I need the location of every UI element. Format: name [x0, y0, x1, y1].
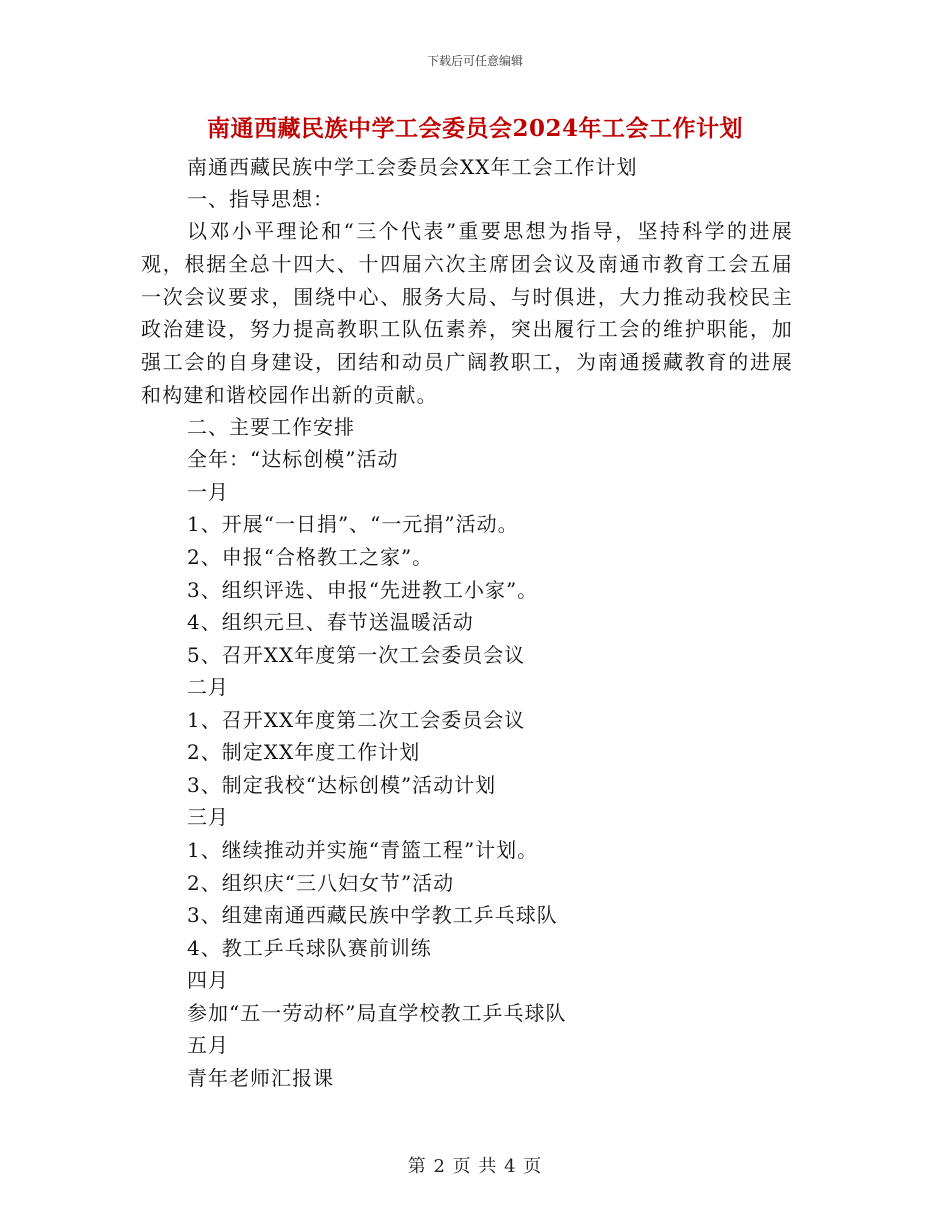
list-item: 5、召开XX年度第一次工会委员会议: [187, 643, 526, 667]
list-item: 4、组织元旦、春节送温暖活动: [187, 610, 474, 634]
list-item: 2、组织庆“三八妇女节”活动: [187, 871, 455, 895]
list-item: 青年老师汇报课: [187, 1066, 334, 1090]
list-item: 1、继续推动并实施“青篮工程”计划。: [187, 838, 539, 862]
list-item: 参加“五一劳动杯”局直学校教工乒乓球队: [187, 1001, 567, 1025]
month-heading-march: 三月: [187, 805, 229, 829]
document-title: 南通西藏民族中学工会委员会2024年工会工作计划: [206, 115, 743, 142]
list-item: 1、召开XX年度第二次工会委员会议: [187, 708, 526, 732]
document-subtitle: 南通西藏民族中学工会委员会XX年工会工作计划: [187, 155, 638, 179]
guiding-thought-paragraph: 以邓小平理论和“三个代表”重要思想为指导，坚持科学的进展观，根据全总十四大、十四届六次主席团会议及南通市教育工会五届一次会议要求，围绕中心、服务大局、与时俱进，大力推动我校民主政治建设，努力提高教职工队伍素养，突出履行工会的维护职能，加强工会的自身建设，团结和动员广阔教职工，为南通援藏教育的进展和构建和谐校园作出新的贡献。: [141, 219, 793, 407]
list-item: 1、开展“一日捐”、“一元捐”活动。: [187, 512, 519, 536]
month-heading-january: 一月: [187, 480, 229, 504]
list-item: 4、教工乒乓球队赛前训练: [187, 936, 432, 960]
list-item: 3、组织评选、申报“先进教工小家”。: [187, 578, 539, 602]
section-heading-guiding-thought: 一、指导思想：: [187, 187, 334, 211]
section-heading-work-arrangement: 二、主要工作安排: [187, 415, 355, 439]
page-number: 第 2 页 共 4 页: [407, 1156, 543, 1177]
month-heading-february: 二月: [187, 675, 229, 699]
list-item: 3、组建南通西藏民族中学教工乒乓球队: [187, 903, 558, 927]
full-year-activity: 全年：“达标创模”活动: [187, 447, 399, 471]
list-item: 2、申报“合格教工之家”。: [187, 545, 434, 569]
month-heading-april: 四月: [187, 968, 229, 992]
header-note: 下载后可任意编辑: [426, 54, 523, 68]
list-item: 3、制定我校“达标创模”活动计划: [187, 773, 497, 797]
list-item: 2、制定XX年度工作计划: [187, 740, 421, 764]
month-heading-may: 五月: [187, 1033, 229, 1057]
